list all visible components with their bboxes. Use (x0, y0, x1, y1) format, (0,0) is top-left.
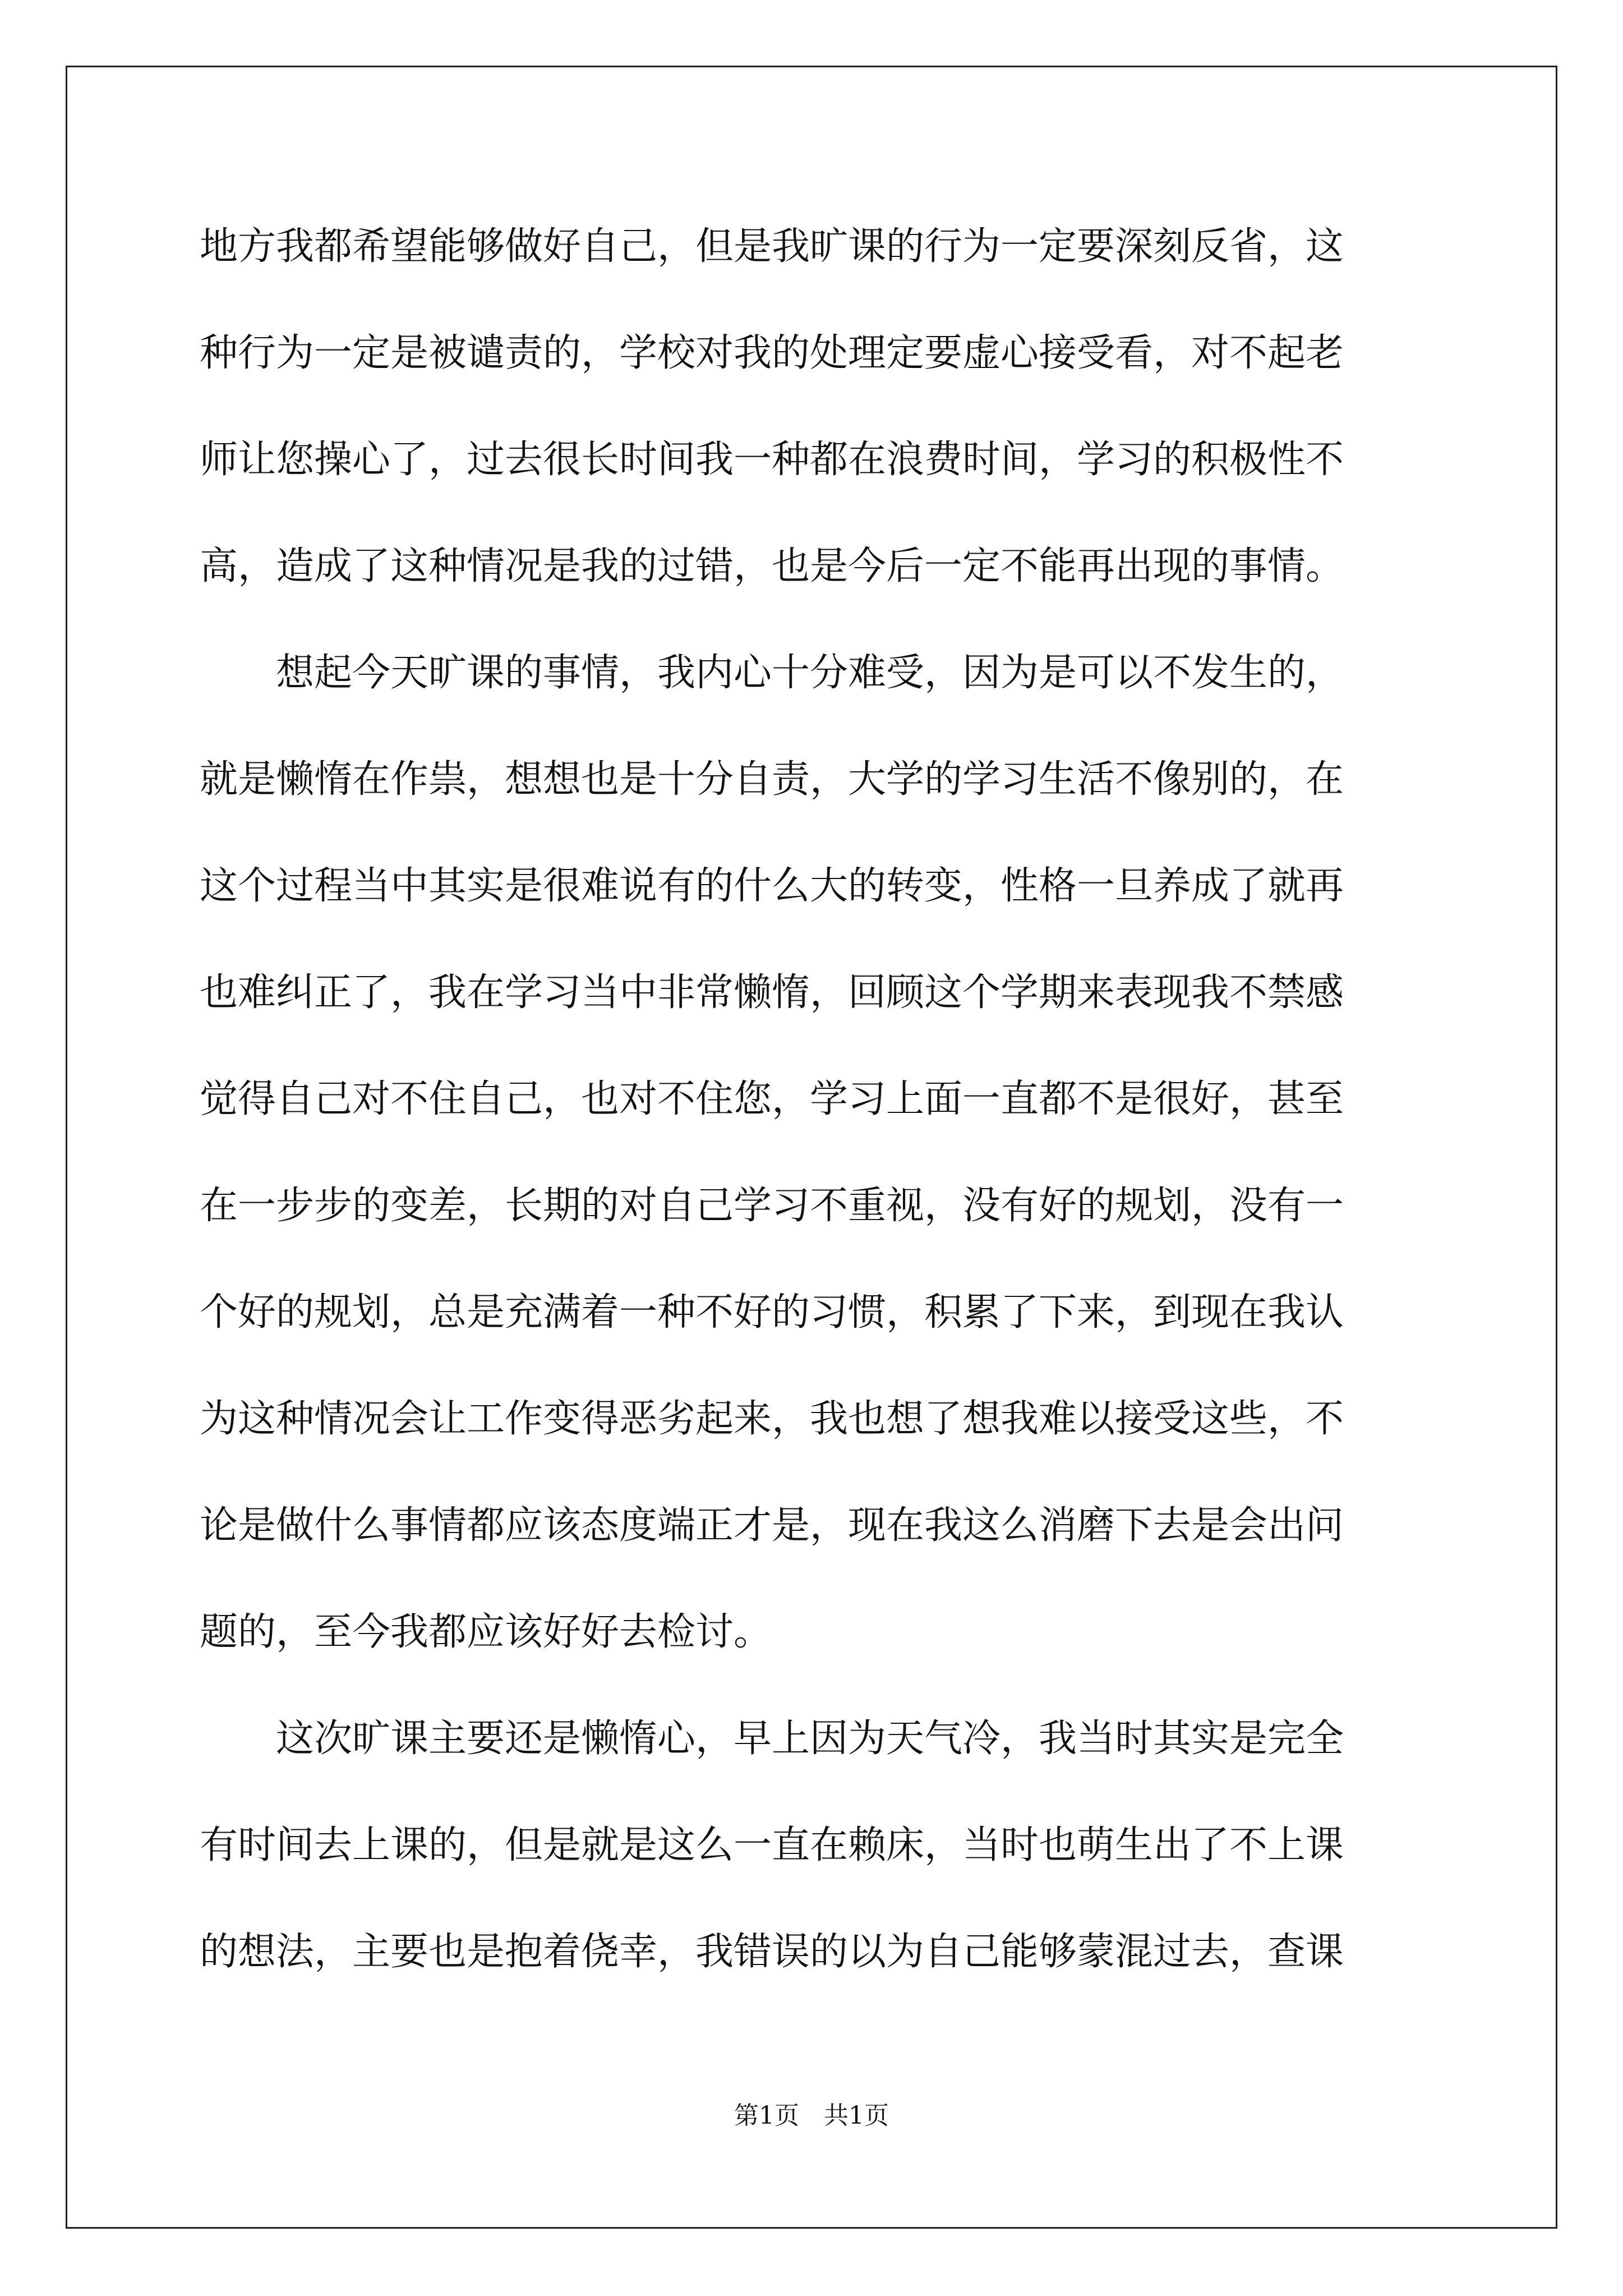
text-line: 这个过程当中其实是很难说有的什么大的转变，性格一旦养成了就再 (200, 864, 1344, 908)
text-line: 也难纠正了，我在学习当中非常懒惰，回顾这个学期来表现我不禁感 (200, 970, 1344, 1015)
text-line: 觉得自己对不住自己，也对不住您，学习上面一直都不是很好，甚至 (200, 1077, 1344, 1121)
text-line: 种行为一定是被谴责的，学校对我的处理定要虚心接受看，对不起老 (200, 331, 1344, 375)
text-line: 高，造成了这种情况是我的过错，也是今后一定不能再出现的事情。 (200, 544, 1344, 588)
text-line: 个好的规划，总是充满着一种不好的习惯，积累了下来，到现在我认 (200, 1290, 1344, 1335)
text-line: 师让您操心了，过去很长时间我一种都在浪费时间，学习的积极性不 (200, 438, 1344, 482)
text-line: 地方我都希望能够做好自己，但是我旷课的行为一定要深刻反省，这 (200, 224, 1344, 269)
text-line: 这次旷课主要还是懒惰心，早上因为天气冷，我当时其实是完全 (200, 1717, 1344, 1761)
text-line: 就是懒惰在作祟，想想也是十分自责，大学的学习生活不像别的，在 (200, 757, 1344, 802)
text-line: 在一步步的变差，长期的对自己学习不重视，没有好的规划，没有一 (200, 1184, 1344, 1228)
text-line: 想起今天旷课的事情，我内心十分难受，因为是可以不发生的， (200, 651, 1344, 695)
document-body (200, 194, 1433, 2005)
text-line: 有时间去上课的，但是就是这么一直在赖床，当时也萌生出了不上课 (200, 1823, 1344, 1867)
text-line: 论是做什么事情都应该态度端正才是，现在我这么消磨下去是会出问 (200, 1503, 1344, 1548)
page-footer: 第1页 共1页 (734, 2101, 889, 2130)
text-line: 题的，至今我都应该好好去检讨。 (200, 1610, 772, 1654)
text-line: 为这种情况会让工作变得恶劣起来，我也想了想我难以接受这些，不 (200, 1397, 1344, 1441)
text-line: 的想法，主要也是抱着侥幸，我错误的以为自己能够蒙混过去，查课 (200, 1930, 1344, 1974)
